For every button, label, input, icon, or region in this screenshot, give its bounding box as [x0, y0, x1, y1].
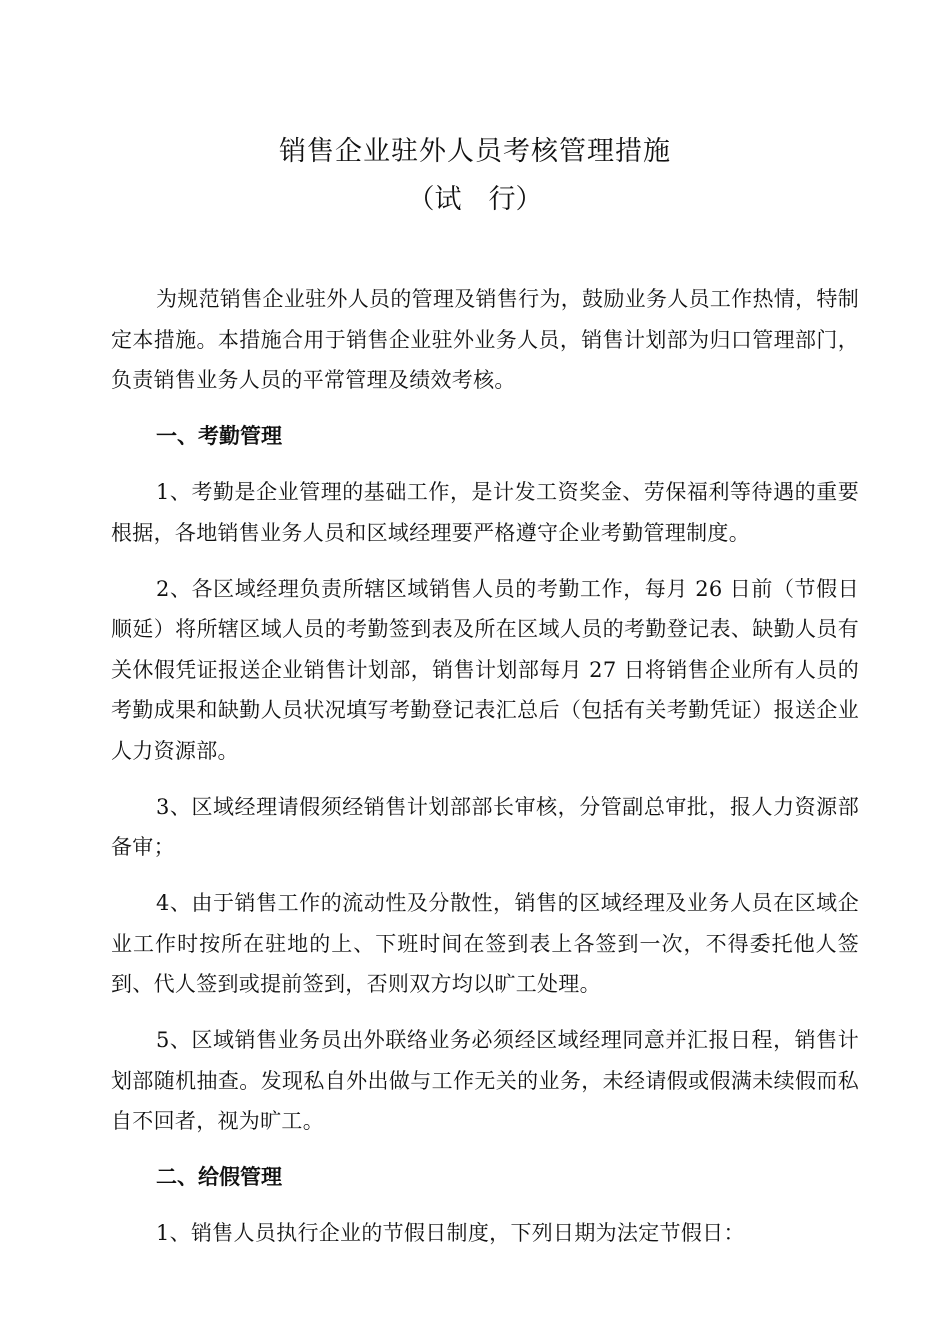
section-paragraph: 3、区域经理请假须经销售计划部部长审核，分管副总审批，报人力资源部备审；: [111, 794, 859, 859]
document-subtitle: （试 行）: [407, 184, 543, 215]
document-body: [111, 279, 859, 1269]
section-paragraph: 1、考勤是企业管理的基础工作，是计发工资奖金、劳保福利等待遇的重要根据，各地销售业务人员和区域经理要严格遵守企业考勤管理制度。: [111, 480, 859, 545]
section-heading: 二、给假管理: [156, 1165, 282, 1189]
section-attendance: [111, 416, 859, 1142]
section-paragraph: 5、区域销售业务员出外联络业务必须经区域经理同意并汇报日程，销售计划部随机抽查。发现私自外出做与工作无关的业务，未经请假或假满未续假而私自不回者，视为旷工。: [111, 1028, 859, 1133]
section-paragraph: 4、由于销售工作的流动性及分散性，销售的区域经理及业务人员在区域企业工作时按所在驻地的上、下班时间在签到表上各签到一次，不得委托他人签到、代人签到或提前签到，否则双方均以旷工处理。: [111, 891, 859, 996]
intro-paragraph: 为规范销售企业驻外人员的管理及销售行为，鼓励业务人员工作热情，特制定本措施。本措施合用于销售企业驻外业务人员，销售计划部为归口管理部门，负责销售业务人员的平常管理及绩效考核。: [111, 287, 859, 392]
section-heading: 一、考勤管理: [156, 424, 282, 448]
section-leave: [111, 1157, 859, 1254]
document-title: 销售企业驻外人员考核管理措施: [279, 136, 671, 167]
section-paragraph: 2、各区域经理负责所辖区域销售人员的考勤工作，每月 26 日前（节假日顺延）将所辖区域人员的考勤签到表及所在区域人员的考勤登记表、缺勤人员有关休假凭证报送企业销售计划部，销售计划部每月 27 日将销售企业所有人员的考勤成果和缺勤人员状况填写考勤登记表汇总后（包括有关考勤凭证）报送企业人力资源部。: [111, 576, 859, 763]
section-paragraph: 1、销售人员执行企业的节假日制度，下列日期为法定节假日：: [156, 1221, 745, 1245]
